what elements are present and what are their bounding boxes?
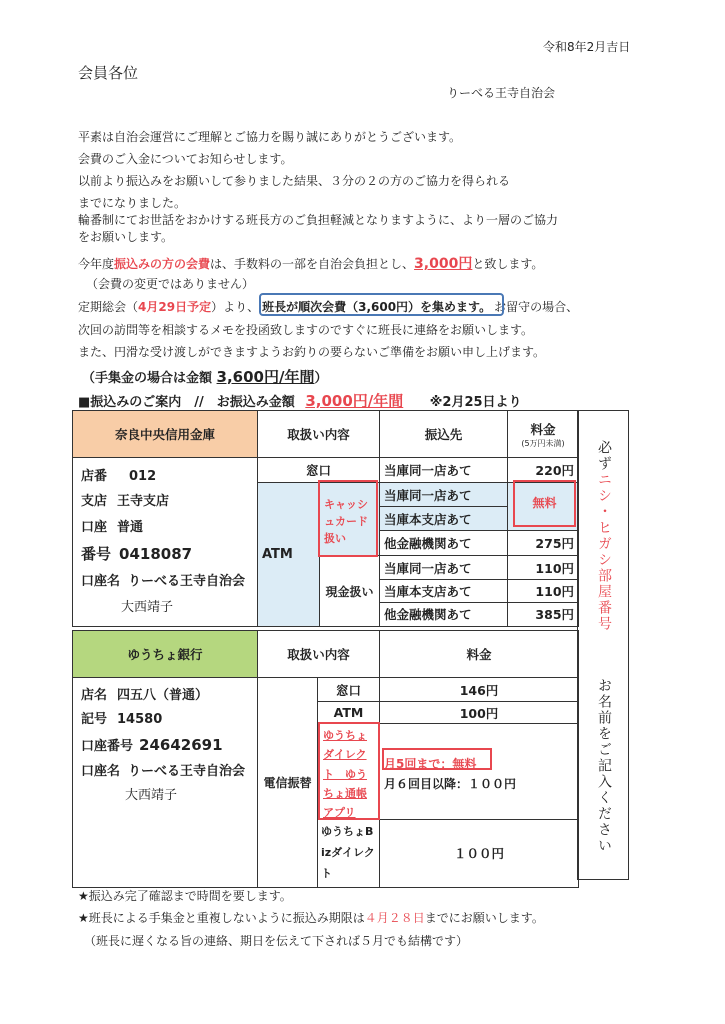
bank1-dest: 当庫本支店あて	[380, 579, 508, 602]
body-line: また、円滑な受け渡しができますようお釣りの要らないご準備をお願い申し上げます。	[78, 345, 546, 359]
deadline-date: ４月２８日	[364, 911, 425, 925]
bank1-fee: 385円	[508, 602, 579, 626]
bank1-col-fee	[508, 411, 579, 458]
side-note	[594, 440, 614, 632]
bank1-dest: 当庫本支店あて	[380, 507, 508, 531]
body-line: 次回の訪問等を相談するメモを投函致しますのですぐに班長に連絡をお願いします。	[78, 323, 534, 337]
bank1-num-value: 0418087	[119, 545, 193, 564]
hand-collect-a: （手集金の場合は金額	[82, 371, 213, 386]
side-note-a: 必ず	[596, 440, 612, 472]
body-line: 平素は自治会運営にご理解とご協力を賜り誠にありがとうございます。	[78, 130, 462, 144]
leader-collect-note: 班長が順次会費（3,600円）を集めます。	[262, 300, 492, 314]
bank2-code-value: 14580	[117, 712, 163, 728]
leader-collect-box	[259, 293, 504, 316]
bank2-window-fee: 146円	[380, 678, 579, 702]
fee-notice-a: 今年度	[78, 257, 115, 271]
bank1-fee: 275円	[508, 531, 579, 556]
bank1-branch-value: 王寺支店	[117, 494, 170, 510]
bank2-col-fee: 料金	[380, 631, 579, 678]
bank2-holder-label: 口座名	[81, 763, 121, 779]
meeting-a: 定期総会（	[78, 300, 139, 314]
bank1-holder-person: 大西靖子	[121, 599, 174, 615]
bank1-fee-note: (5万円未満)	[521, 438, 565, 448]
footer-line: （班長に遅くなる旨の連絡、期日を伝えて下されば５月でも結構です）	[84, 934, 469, 948]
bank2-col-handling: 取扱い内容	[258, 631, 380, 678]
bank1-free: 無料	[513, 480, 576, 527]
bank2-window: 窓口	[318, 678, 380, 702]
hand-collect-c: ）	[314, 371, 328, 386]
bank2-app-fee2: 月６回目以降：１００円	[384, 777, 517, 792]
bank2-name: ゆうちょ銀行	[73, 631, 258, 678]
bank1-window: 窓口	[258, 458, 380, 483]
bank1-dest: 他金融機関あて	[380, 602, 508, 626]
bank1-branch-label: 支店	[81, 494, 108, 510]
bank2-holder-person: 大西靖子	[125, 787, 178, 803]
bank2-app-fee	[380, 724, 579, 820]
fee-notice	[78, 253, 543, 273]
body-line: 以前より振込みをお願いして参りました結果、３分の２の方のご協力を得られる	[78, 174, 511, 188]
bank2-biz-fee: １００円	[380, 820, 579, 888]
bank2-biz: ゆうちょBizダイレクト	[318, 820, 380, 888]
bank2-acct-value: 24642691	[139, 736, 223, 755]
footer-line: ★振込み完了確認まで時間を要します。	[78, 889, 292, 903]
bank2-store-value: 四五八（普通）	[117, 688, 209, 703]
hand-collect-line	[82, 366, 328, 387]
bank2-holder-value: りーべる王寺自治会	[128, 763, 246, 779]
body-line: をお願いします。	[78, 230, 174, 244]
meeting-e: お留守の場合、	[494, 300, 579, 314]
deadline-a: ★班長による手集金と重複しないように振込み期限は	[78, 911, 365, 925]
bank1-atm: ATM	[258, 483, 320, 627]
body-line: （会費の変更ではありません）	[86, 277, 255, 291]
sender: りーべる王寺自治会	[447, 86, 556, 100]
bank1-account-info	[73, 458, 258, 627]
bank2-store-label: 店名	[81, 688, 108, 703]
bank2-atm: ATM	[318, 702, 380, 724]
fee-notice-c: は、手数料の一部を自治会負担とし、	[210, 257, 415, 271]
bank2-app: ゆうちょダイレクト ゆうちょ通帳アプリ	[318, 722, 380, 820]
bank1-dest: 他金融機関あて	[380, 531, 508, 556]
bank2-account-info	[73, 678, 258, 888]
date: 令和8年2月吉日	[543, 40, 631, 54]
bank1-fee: 110円	[508, 556, 579, 579]
meeting-date: 4月29日予定	[138, 300, 212, 314]
bank1-acct-value: 普通	[117, 519, 144, 535]
transfer-start: ※2月25日より	[429, 395, 522, 410]
fee-amount: 3,000円	[414, 256, 473, 272]
bank1-acct-label: 口座	[81, 519, 108, 535]
transfer-guide-a: ■振込みのご案内 // お振込み金額	[78, 395, 295, 410]
side-note-b: ニシ・ヒガシ部屋番号	[596, 472, 612, 632]
bank1-dest: 当庫同一店あて	[380, 556, 508, 579]
transfer-guide-line	[78, 390, 522, 411]
bank1-fee: 110円	[508, 579, 579, 602]
fee-notice-e: と致します。	[472, 257, 544, 271]
bank2-free-box	[382, 748, 492, 770]
bank1-store-label: 店番	[81, 469, 108, 484]
bank1-name: 奈良中央信用金庫	[73, 411, 258, 458]
bank1-col-dest: 振込先	[380, 411, 508, 458]
bank1-holder-value: りーべる王寺自治会	[128, 574, 246, 590]
bank2-atm-fee: 100円	[380, 702, 579, 724]
transfer-amount: 3,000円/年間	[305, 392, 404, 410]
meeting-c: ）より、	[211, 300, 260, 314]
bank1-card: キャッシュカード扱い	[318, 480, 378, 557]
bank2-acct-label: 口座番号	[81, 739, 134, 755]
addressee: 会員各位	[78, 64, 139, 82]
bank1-fee-label: 料金	[530, 421, 556, 437]
bank1-cash: 現金扱い	[320, 556, 380, 626]
deadline-c: までにお願いします。	[424, 911, 544, 925]
bank1-fee: 220円	[508, 458, 579, 483]
body-line: 輪番制にてお世話をおかけする班長方のご負担軽減となりますように、より一層のご協力	[78, 213, 559, 227]
bank1-dest: 当庫同一店あて	[380, 458, 508, 483]
bank2-transfer: 電信振替	[258, 678, 318, 888]
bank2-app-fee1: 月5回まで：無料	[384, 757, 477, 771]
bank1-store-value: 012	[129, 469, 157, 484]
bank1-col-handling: 取扱い内容	[258, 411, 380, 458]
bank1-holder-label: 口座名	[81, 574, 121, 590]
body-line: 会費のご入金についてお知らせします。	[78, 152, 293, 166]
side-note-c: お名前をご記入ください	[596, 678, 612, 854]
hand-collect-amount: 3,600円/年間	[216, 368, 315, 386]
body-line: までになりました。	[78, 196, 187, 210]
bank1-dest: 当庫同一店あて	[380, 483, 508, 507]
bank2-code-label: 記号	[81, 712, 108, 728]
deadline-line	[78, 909, 544, 926]
fee-notice-highlight: 振込みの方の会費	[114, 257, 211, 271]
bank1-num-label: 番号	[81, 545, 112, 564]
